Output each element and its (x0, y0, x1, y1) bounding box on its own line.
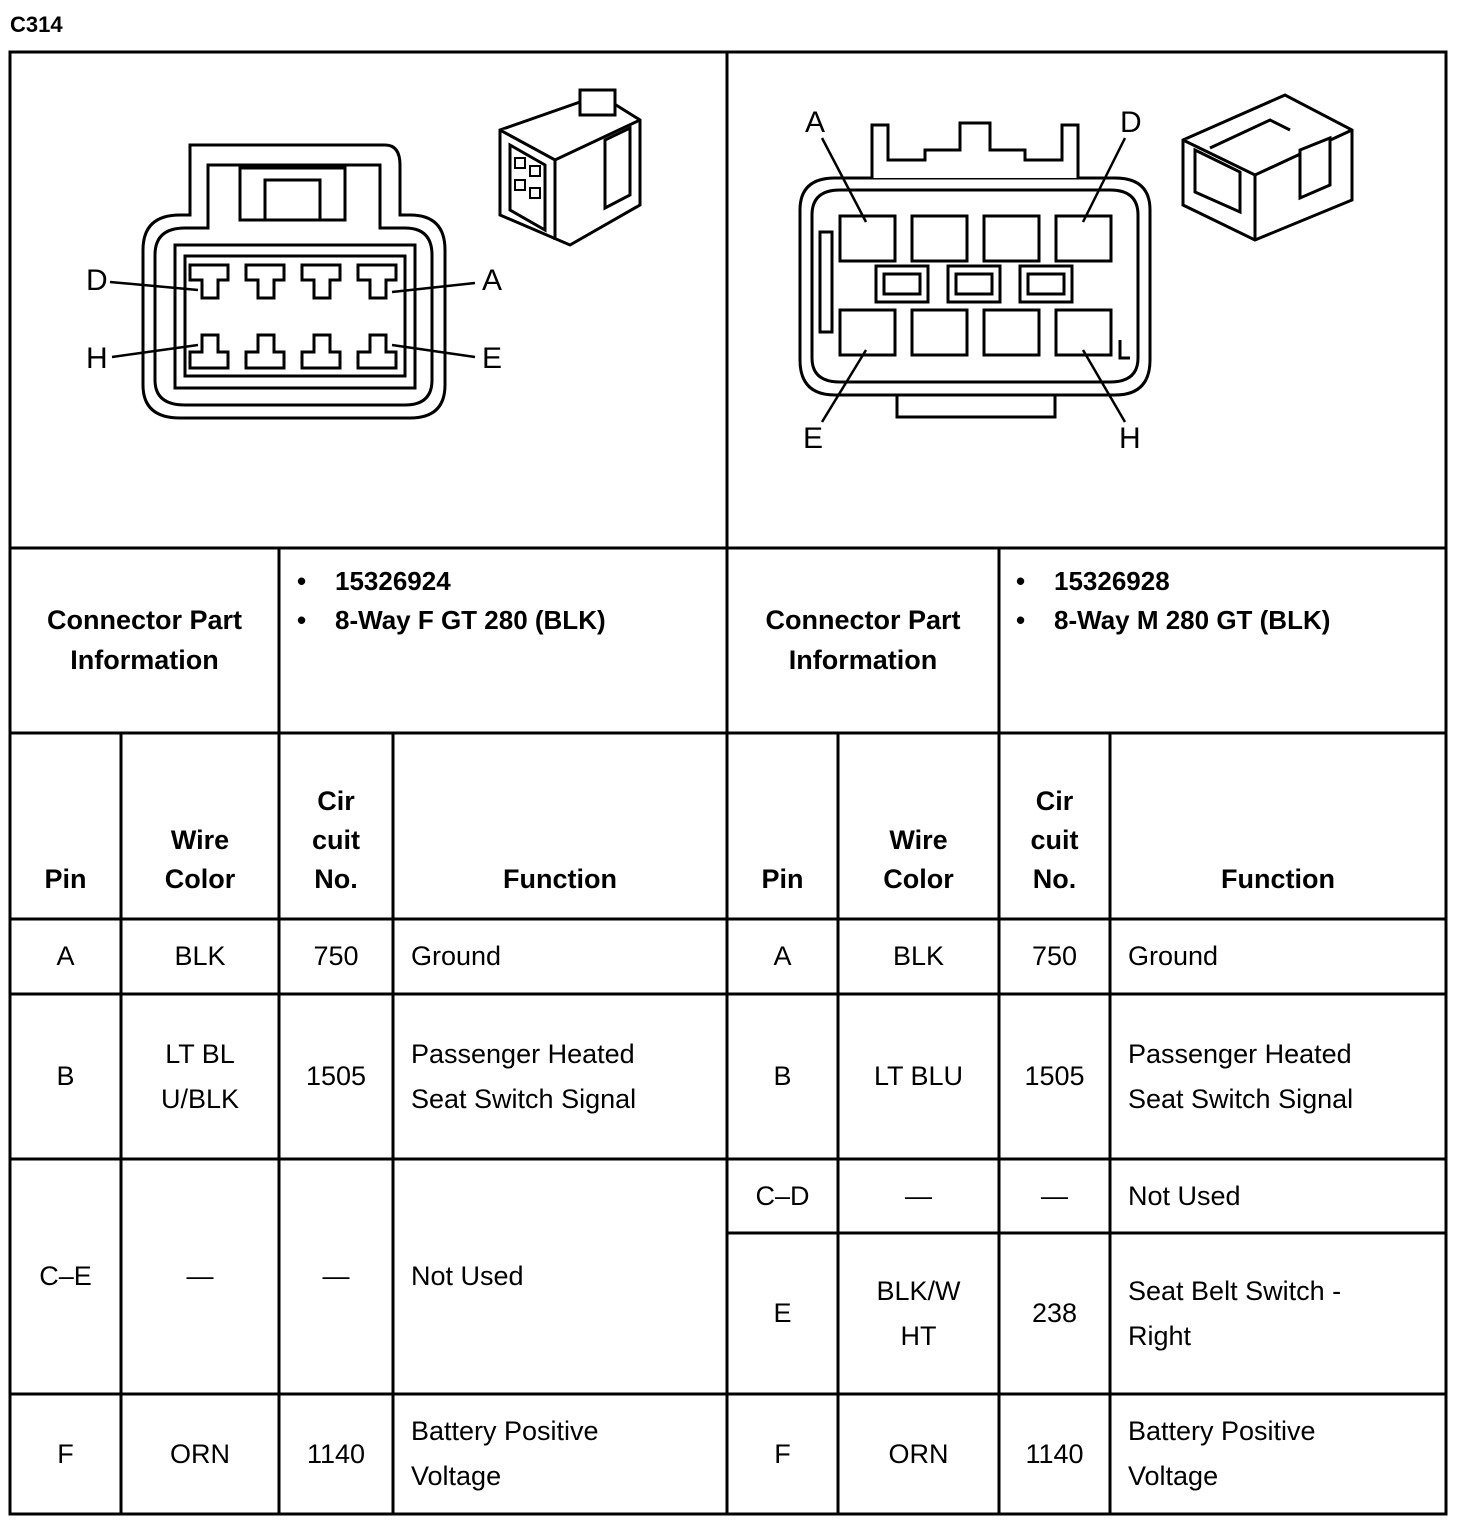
left-cell-function: Passenger Heated Seat Switch Signal (411, 1038, 637, 1114)
right-cell-pin: C–D (755, 1180, 810, 1211)
right-cell-wire: BLK/WHT (876, 1275, 961, 1351)
right-header-function: Function (1221, 863, 1335, 894)
left-part-info: • 15326924 • 8-Way F GT 280 (BLK) (297, 562, 717, 640)
left-connector-part-label: Connector Part Information (46, 605, 243, 675)
left-cell-circuit: 1505 (305, 1061, 367, 1092)
right-cell-pin: F (774, 1438, 791, 1469)
right-cell-function: Seat Belt Switch - Right (1128, 1275, 1342, 1351)
right-header-circuit-no: Cir cuit No. (1030, 785, 1079, 894)
right-cell-function: Not Used (1128, 1180, 1241, 1211)
right-cell-circuit: 238 (1031, 1298, 1078, 1329)
left-diagram-label-a: A (482, 264, 503, 297)
left-part-number: 15326924 (335, 566, 451, 596)
right-cell-wire: LT BLU (873, 1061, 964, 1092)
left-header-pin: Pin (44, 863, 87, 894)
left-cell-circuit: 750 (313, 941, 359, 972)
left-cell-pin: B (56, 1061, 75, 1092)
left-part-description: 8-Way F GT 280 (BLK) (335, 605, 606, 635)
left-cell-wire: — (186, 1261, 214, 1292)
left-cell-pin: A (56, 941, 75, 972)
right-cell-function: Ground (1128, 941, 1219, 972)
right-cell-circuit: 750 (1031, 941, 1078, 972)
right-cell-pin: A (773, 941, 792, 972)
right-cell-circuit: 1140 (1025, 1438, 1084, 1469)
right-part-description: 8-Way M 280 GT (BLK) (1054, 605, 1331, 635)
right-cell-circuit: 1505 (1024, 1061, 1085, 1092)
left-cell-circuit: 1140 (306, 1438, 366, 1469)
right-cell-wire: ORN (888, 1438, 949, 1469)
right-part-info: • 15326928 • 8-Way M 280 GT (BLK) (1016, 562, 1436, 640)
right-cell-function: Battery Positive Voltage (1128, 1416, 1316, 1491)
left-cell-function: Ground (411, 941, 502, 972)
right-diagram-label-h: H (1119, 422, 1141, 455)
left-cell-pin: F (57, 1438, 74, 1469)
left-cell-function: Battery Positive Voltage (411, 1416, 599, 1491)
document-title: C314 (10, 12, 63, 37)
left-header-circuit-no: Cir cuit No. (311, 785, 360, 894)
right-cell-wire: BLK (892, 941, 945, 972)
left-cell-wire: LT BLU/BLK (160, 1038, 240, 1114)
right-cell-pin: B (773, 1061, 792, 1092)
left-cell-pin: C–E (39, 1261, 92, 1292)
right-cell-wire: — (905, 1180, 932, 1211)
left-connector-face (143, 145, 445, 418)
right-diagram-label-e: E (803, 422, 824, 455)
right-connector-part-label: Connector Part Information (765, 605, 961, 675)
right-header-wire-color: Wire Color (883, 824, 954, 894)
right-diagram-label-a: A (805, 106, 826, 139)
left-diagram-label-h: H (86, 342, 108, 375)
right-diagram-label-d: D (1120, 106, 1142, 139)
left-cell-wire: ORN (170, 1438, 230, 1469)
left-header-function: Function (503, 863, 617, 894)
left-cell-wire: BLK (174, 941, 226, 972)
left-cell-circuit: — (322, 1261, 350, 1292)
right-cell-function: Passenger Heated Seat Switch Signal (1128, 1038, 1354, 1114)
right-cell-pin: E (773, 1298, 792, 1329)
left-diagram-label-e: E (482, 342, 503, 375)
right-part-number: 15326928 (1054, 566, 1170, 596)
right-header-pin: Pin (761, 863, 804, 894)
left-cell-function: Not Used (411, 1261, 524, 1292)
left-header-wire-color: Wire Color (164, 824, 236, 894)
right-connector-iso-view (1183, 95, 1352, 240)
right-cell-circuit: — (1041, 1180, 1068, 1211)
left-diagram-label-d: D (86, 264, 108, 297)
